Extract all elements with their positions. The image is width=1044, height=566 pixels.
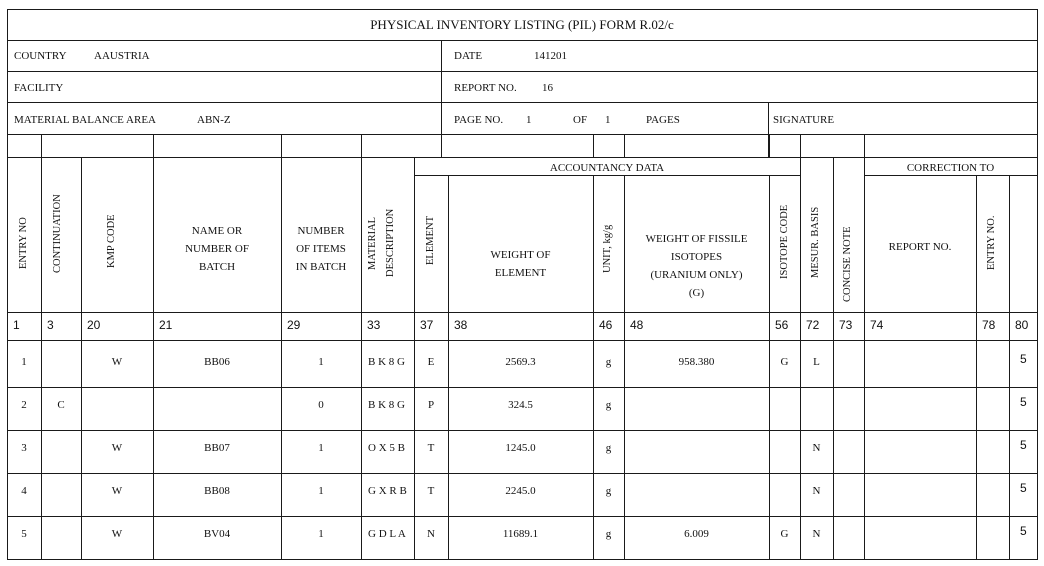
cell-last: 5 bbox=[1020, 352, 1027, 366]
column-number: 48 bbox=[630, 318, 644, 332]
cell-entry: 4 bbox=[21, 485, 27, 497]
spacer-divider bbox=[281, 134, 282, 158]
cell-element: P bbox=[427, 399, 435, 411]
cell-weight: 2569.3 bbox=[505, 356, 536, 368]
isotope-code-header: ISOTOPE CODE bbox=[779, 204, 790, 279]
correction-to-header: CORRECTION TO bbox=[906, 162, 995, 174]
cell-last: 5 bbox=[1020, 438, 1027, 452]
cell-items: 0 bbox=[318, 399, 324, 411]
column-number: 80 bbox=[1015, 318, 1029, 332]
cell-fissile: 6.009 bbox=[684, 528, 709, 540]
cell-material: B K 8 G bbox=[368, 356, 405, 368]
data-row-line bbox=[7, 516, 1038, 517]
column-number: 73 bbox=[839, 318, 853, 332]
report-no-corr-header: REPORT NO. bbox=[888, 241, 952, 253]
colnum-row-bottom bbox=[7, 340, 1038, 341]
weight-fissile-header-line: (URANIUM ONLY) bbox=[650, 269, 743, 281]
column-line bbox=[833, 157, 834, 560]
weight-fissile-header-line: WEIGHT OF FISSILE bbox=[645, 233, 748, 245]
cell-material: G D L A bbox=[368, 528, 406, 540]
mesur-basis-header: MESUR. BASIS bbox=[810, 206, 821, 278]
mba-row-bottom bbox=[7, 134, 1038, 135]
column-number: 46 bbox=[599, 318, 613, 332]
element-header: ELEMENT bbox=[425, 215, 436, 265]
cell-element: N bbox=[427, 528, 435, 540]
facility-label: FACILITY bbox=[14, 82, 64, 94]
cell-last: 5 bbox=[1020, 481, 1027, 495]
number-items-header-line: NUMBER bbox=[297, 225, 345, 237]
name-batch-header bbox=[153, 222, 281, 276]
data-row-line bbox=[7, 559, 1038, 560]
page-no-value: 1 bbox=[526, 114, 532, 126]
of-label: OF bbox=[573, 114, 588, 126]
cell-kmp: W bbox=[111, 442, 123, 454]
cell-weight: 324.5 bbox=[508, 399, 533, 411]
frame-right bbox=[1037, 9, 1038, 560]
cell-batch: BB06 bbox=[204, 356, 230, 368]
cell-entry: 1 bbox=[21, 356, 27, 368]
country-label: COUNTRY bbox=[14, 50, 67, 62]
cell-unit: g bbox=[605, 528, 612, 540]
weight-element-header-line: WEIGHT OF bbox=[490, 249, 551, 261]
spacer-divider bbox=[593, 134, 594, 158]
continuation-header: CONTINUATION bbox=[52, 193, 63, 273]
mba-label: MATERIAL BALANCE AREA bbox=[14, 114, 156, 126]
accountancy-underline bbox=[414, 175, 801, 176]
number-items-header bbox=[281, 222, 361, 276]
weight-element-header bbox=[448, 246, 593, 282]
country-row-bottom bbox=[7, 71, 1038, 72]
column-number: 20 bbox=[87, 318, 101, 332]
pages-label: PAGES bbox=[646, 114, 680, 126]
cell-batch: BV04 bbox=[203, 528, 231, 540]
column-number: 3 bbox=[47, 318, 54, 332]
concise-note-header: CONCISE NOTE bbox=[842, 226, 853, 302]
cell-kmp: W bbox=[111, 528, 123, 540]
cell-mesur: L bbox=[813, 356, 820, 368]
cell-items: 1 bbox=[318, 485, 324, 497]
name-batch-header-line: BATCH bbox=[198, 261, 236, 273]
column-number: 72 bbox=[806, 318, 820, 332]
cell-material: O X 5 B bbox=[368, 442, 405, 454]
name-batch-header-line: NAME OR bbox=[191, 225, 243, 237]
column-line bbox=[41, 157, 42, 560]
column-line bbox=[361, 157, 362, 560]
report-no-value: 16 bbox=[542, 82, 553, 94]
column-number: 74 bbox=[870, 318, 884, 332]
cell-last: 5 bbox=[1020, 524, 1027, 538]
frame-left bbox=[7, 9, 8, 560]
date-label: DATE bbox=[454, 50, 483, 62]
cell-cont: C bbox=[57, 399, 65, 411]
spacer-divider bbox=[800, 134, 801, 158]
column-number: 29 bbox=[287, 318, 301, 332]
spacer-divider bbox=[864, 134, 865, 158]
entry-no-corr-header: ENTRY NO. bbox=[986, 215, 997, 270]
cell-entry: 2 bbox=[21, 399, 27, 411]
form-title: PHYSICAL INVENTORY LISTING (PIL) FORM R.02/c bbox=[370, 17, 674, 32]
material-description-header-1: MATERIAL bbox=[367, 216, 378, 270]
cell-batch: BB08 bbox=[204, 485, 230, 497]
spacer-divider bbox=[153, 134, 154, 158]
cell-element: T bbox=[427, 485, 435, 497]
spacer-divider bbox=[41, 134, 42, 158]
column-number: 78 bbox=[982, 318, 996, 332]
top-divider bbox=[441, 40, 442, 158]
cell-weight: 2245.0 bbox=[505, 485, 536, 497]
of-value: 1 bbox=[605, 114, 611, 126]
name-batch-header-line: NUMBER OF bbox=[185, 243, 249, 255]
cell-material: B K 8 G bbox=[368, 399, 405, 411]
data-row-line bbox=[7, 473, 1038, 474]
cell-mesur: N bbox=[812, 442, 821, 454]
cell-material: G X R B bbox=[368, 485, 407, 497]
cell-unit: g bbox=[605, 442, 612, 454]
signature-label: SIGNATURE bbox=[773, 114, 835, 126]
cell-unit: g bbox=[605, 399, 612, 411]
correction-underline bbox=[864, 175, 1038, 176]
cell-fissile: 958.380 bbox=[678, 356, 715, 368]
spacer-row-bottom bbox=[7, 157, 1038, 158]
unit-header: UNIT, kg/g bbox=[602, 224, 613, 273]
header-bottom-line bbox=[7, 312, 1038, 313]
cell-last: 5 bbox=[1020, 395, 1027, 409]
weight-fissile-header-line: ISOTOPES bbox=[670, 251, 723, 263]
cell-mesur: N bbox=[812, 528, 821, 540]
column-number: 37 bbox=[420, 318, 434, 332]
title-bottom-line bbox=[7, 40, 1038, 41]
cell-entry: 5 bbox=[21, 528, 27, 540]
number-items-header-line: OF ITEMS bbox=[296, 243, 346, 255]
material-description-header-2: DESCRIPTION bbox=[385, 208, 396, 277]
accountancy-data-header: ACCOUNTANCY DATA bbox=[549, 162, 665, 174]
column-number: 21 bbox=[159, 318, 173, 332]
column-line bbox=[864, 157, 865, 560]
cell-items: 1 bbox=[318, 528, 324, 540]
column-number: 38 bbox=[454, 318, 468, 332]
entry-no-header: ENTRY NO bbox=[18, 217, 29, 269]
column-line bbox=[976, 175, 977, 560]
weight-fissile-header-line: (G) bbox=[688, 287, 705, 299]
cell-mesur: N bbox=[812, 485, 821, 497]
cell-weight: 1245.0 bbox=[505, 442, 536, 454]
data-row-line bbox=[7, 387, 1038, 388]
date-value: 141201 bbox=[534, 50, 567, 62]
cell-element: E bbox=[427, 356, 435, 368]
page-no-label: PAGE NO. bbox=[454, 114, 504, 126]
cell-batch: BB07 bbox=[204, 442, 230, 454]
column-line bbox=[1009, 175, 1010, 560]
frame-top bbox=[7, 9, 1038, 10]
spacer-divider bbox=[624, 134, 625, 158]
report-no-label: REPORT NO. bbox=[454, 82, 517, 94]
cell-items: 1 bbox=[318, 442, 324, 454]
weight-fissile-header bbox=[624, 230, 769, 302]
cell-items: 1 bbox=[318, 356, 324, 368]
cell-unit: g bbox=[605, 485, 612, 497]
cell-weight: 11689.1 bbox=[502, 528, 539, 540]
country-value: AAUSTRIA bbox=[94, 50, 150, 62]
column-number: 1 bbox=[13, 318, 20, 332]
spacer-divider bbox=[361, 134, 362, 158]
cell-isotope: G bbox=[780, 528, 789, 540]
kmp-code-header: KMP CODE bbox=[106, 214, 117, 268]
cell-isotope: G bbox=[780, 356, 789, 368]
cell-entry: 3 bbox=[21, 442, 27, 454]
column-number: 33 bbox=[367, 318, 381, 332]
cell-element: T bbox=[427, 442, 435, 454]
data-row-line bbox=[7, 430, 1038, 431]
cell-kmp: W bbox=[111, 356, 123, 368]
spacer-divider bbox=[769, 134, 770, 158]
facility-row-bottom bbox=[7, 102, 1038, 103]
cell-kmp: W bbox=[111, 485, 123, 497]
weight-element-header-line: ELEMENT bbox=[494, 267, 547, 279]
number-items-header-line: IN BATCH bbox=[295, 261, 347, 273]
cell-unit: g bbox=[605, 356, 612, 368]
column-number: 56 bbox=[775, 318, 789, 332]
mba-value: ABN-Z bbox=[197, 114, 231, 126]
